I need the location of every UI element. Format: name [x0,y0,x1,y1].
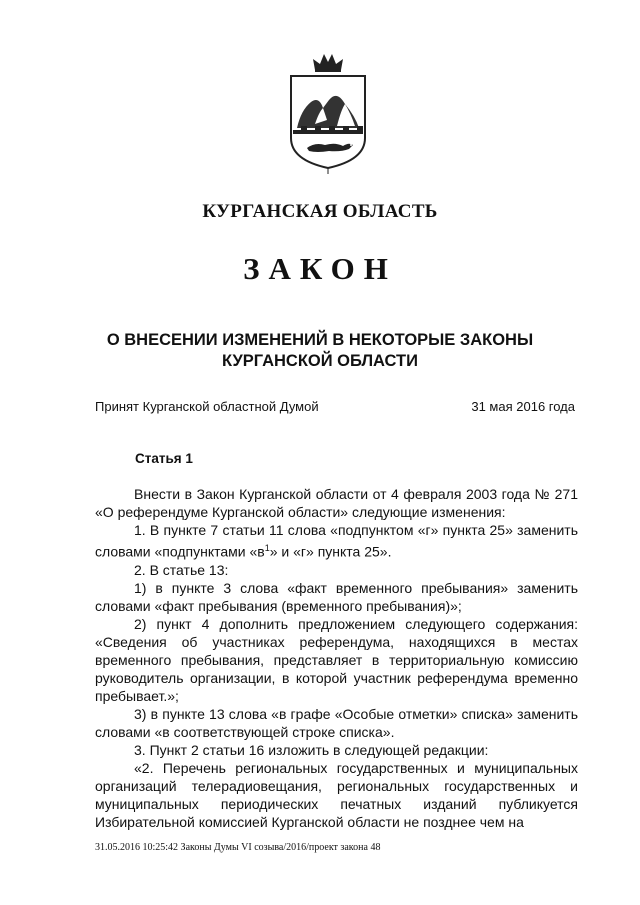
law-title: ЗАКОН [243,251,397,286]
law-subject-line-2: КУРГАНСКОЙ ОБЛАСТИ [222,352,418,370]
paragraph: 1) в пункте 3 слова «факт временного пребывания» заменить словами «факт пребывания (временного пребывания)»; [95,579,578,614]
crown-icon [313,54,343,72]
paragraph: 3. Пункт 2 статьи 16 изложить в следующей редакции: [134,741,489,758]
article-title: Статья 1 [135,451,193,466]
article-body [95,485,578,831]
superscript: 1 [264,543,270,553]
paragraph: 3) в пункте 13 слова «в графе «Особые отметки» списка» заменить словами «в соответствующей строке списка». [95,705,578,740]
paragraph: 2. В статье 13: [134,561,229,578]
document-footer: 31.05.2016 10:25:42 Законы Думы VI созыва/2016/проект закона 48 [95,842,381,853]
adoption-info [95,399,575,414]
paragraph-text: 1. В пункте 7 статьи 11 слова «подпунктом «г» пункта 25» заменить словами «подпунктами «в [95,522,578,560]
coat-of-arms-emblem [285,50,371,175]
law-subject-line-1: О ВНЕСЕНИИ ИЗМЕНЕНИЙ В НЕКОТОРЫЕ ЗАКОНЫ [106,331,534,349]
paragraph: «2. Перечень региональных государственных и муниципальных организаций телерадиовещания, региональных государственных и муниципальных периодических печатных изданий публикуется Избирательной комиссией Курганской области не позднее чем на [95,759,578,830]
adopted-by: Принят Курганской областной Думой [95,399,319,414]
adoption-date: 31 мая 2016 года [471,399,575,414]
region-heading: КУРГАНСКАЯ ОБЛАСТЬ [202,201,438,222]
law-subject [60,330,580,372]
paragraph [95,521,578,561]
paragraph: Внести в Закон Курганской области от 4 февраля 2003 года № 271 «О референдуме Курганской области» следующие изменения: [95,486,578,520]
paragraph-text: » и «г» пункта 25». [269,543,392,560]
paragraph: 2) пункт 4 дополнить предложением следующего содержания: «Сведения об участниках референдума, находящихся в местах временного пребывания, представляет в территориальную комиссию руководитель организации, в которой участник референдума временно пребывает.»; [95,615,578,704]
